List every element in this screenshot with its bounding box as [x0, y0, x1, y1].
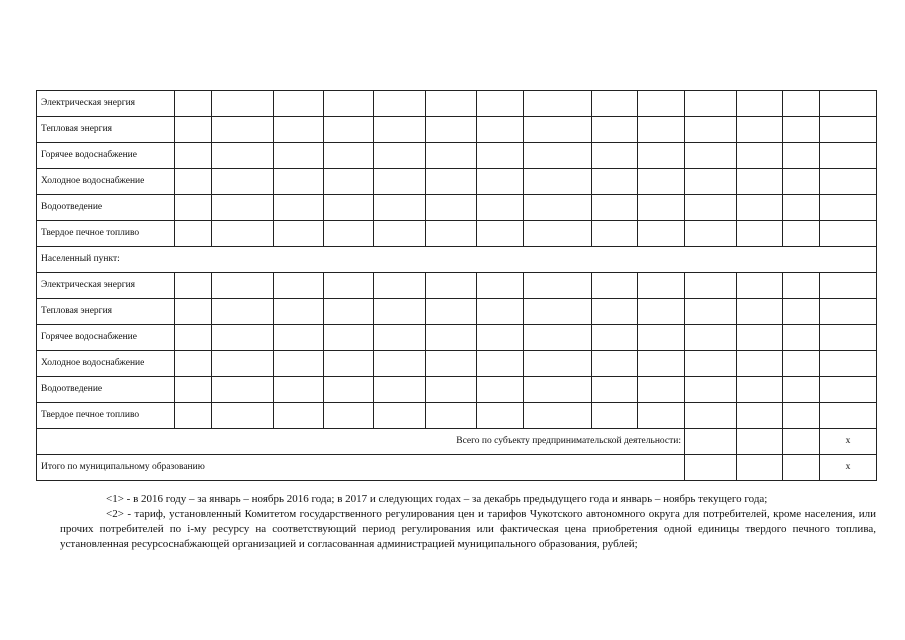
resource-table — [36, 90, 877, 481]
table-row — [37, 169, 877, 195]
row-label: Водоотведение — [37, 195, 175, 221]
row-label: Твердое печное топливо — [37, 403, 175, 429]
total-mark: x — [820, 455, 877, 481]
table-row — [37, 221, 877, 247]
total-row — [37, 455, 877, 481]
settlement-row — [37, 247, 877, 273]
table-row — [37, 325, 877, 351]
table-body — [37, 91, 877, 481]
table-row — [37, 351, 877, 377]
row-label: Твердое печное топливо — [37, 221, 175, 247]
row-label: Горячее водоснабжение — [37, 325, 175, 351]
footnotes — [60, 492, 876, 552]
row-label: Водоотведение — [37, 377, 175, 403]
row-label: Тепловая энергия — [37, 299, 175, 325]
settlement-label: Населенный пункт: — [37, 247, 877, 273]
table-row — [37, 377, 877, 403]
table-row — [37, 195, 877, 221]
row-label: Электрическая энергия — [37, 91, 175, 117]
footnote-2: <2> - тариф, установленный Комитетом государственного регулирования цен и тарифов Чукотского автономного округа для потребителей, кроме населения, или прочих потребителей по i-му ресурсу на соответствующий период регулирования или фактическая цена приобретения одной единицы твердого печного топлива, установленная ресурсоснабжающей организацией и согласованная администрацией муниципального образования, рублей; — [60, 508, 876, 550]
subtotal-row — [37, 429, 877, 455]
row-label: Тепловая энергия — [37, 117, 175, 143]
total-label: Итого по муниципальному образованию — [37, 455, 685, 481]
row-label: Холодное водоснабжение — [37, 169, 175, 195]
row-label: Холодное водоснабжение — [37, 351, 175, 377]
table-row — [37, 143, 877, 169]
row-label: Горячее водоснабжение — [37, 143, 175, 169]
footnote-1: <1> - в 2016 году – за январь – ноябрь 2016 года; в 2017 и следующих годах – за декабрь предыдущего года и январь – ноябрь текущего года; — [106, 493, 768, 505]
table-row — [37, 91, 877, 117]
table-row — [37, 403, 877, 429]
table-row — [37, 299, 877, 325]
table-row — [37, 273, 877, 299]
table-row — [37, 117, 877, 143]
subtotal-mark: x — [820, 429, 877, 455]
row-label: Электрическая энергия — [37, 273, 175, 299]
subtotal-label: Всего по субъекту предпринимательской деятельности: — [37, 429, 685, 455]
